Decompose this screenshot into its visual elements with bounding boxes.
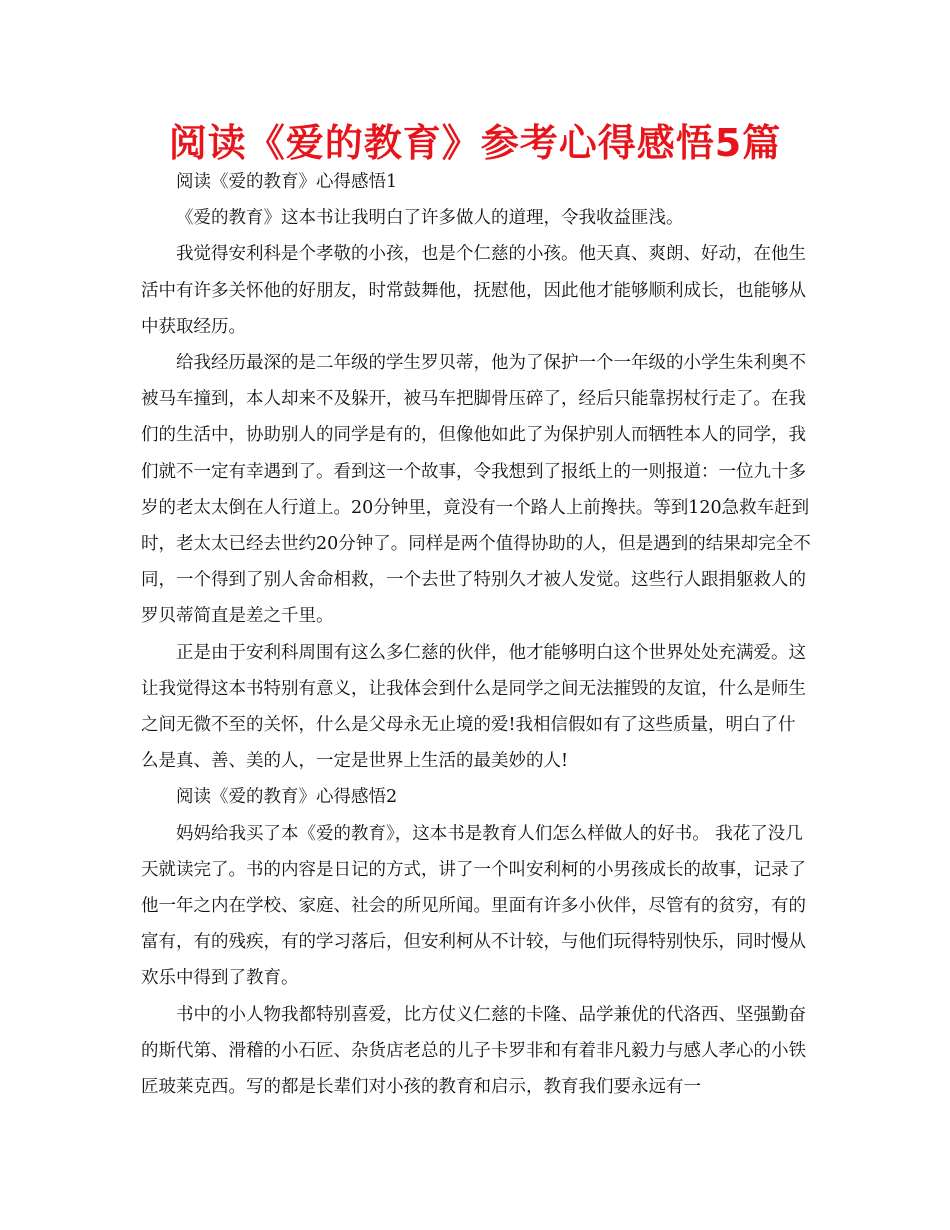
document-title: 阅读《爱的教育》参考心得感悟5篇 <box>168 121 782 165</box>
section-heading: 阅读《爱的教育》心得感悟1 <box>176 172 398 192</box>
paragraph: 《爱的教育》这本书让我明白了许多做人的道理，令我收益匪浅。 <box>176 208 684 229</box>
paragraph: 给我经历最深的是二年级的学生罗贝蒂，他为了保护一个一年级的小学生朱利奥不被马车撞到，本人却来不及躲开，被马车把脚骨压碎了，经后只能靠拐杖行走了。在我们的生活中，协助别人的同学是有的，但像他如此了为保护别人而牺牲本人的同学，我们就不一定有幸遇到了。看到这一个故事，令我想到了报纸上的一则报道：一位九十多岁的老太太倒在人行道上。20分钟里，竟没有一个路人上前搀扶。等到120急救车赶到时，老太太已经去世约20分钟了。同样是两个值得协助的人，但是遇到的结果却完全不同，一个得到了别人舍命相救，一个去世了特别久才被人发觉。这些行人跟捐躯救人的罗贝蒂简直是差之千里。 <box>141 353 811 627</box>
paragraph: 书中的小人物我都特别喜爱，比方仗义仁慈的卡隆、品学兼优的代洛西、坚强勤奋的斯代第、滑稽的小石匠、杂货店老总的儿子卡罗非和有着非凡毅力与感人孝心的小铁匠玻莱克西。写的都是长辈们对小孩的教育和启示，教育我们要永远有一 <box>141 1004 806 1098</box>
document-body <box>141 164 813 1105</box>
section-heading: 阅读《爱的教育》心得感悟2 <box>176 787 398 808</box>
paragraph: 妈妈给我买了本《爱的教育》，这本书是教育人们怎么样做人的好书。 我花了没几天就读完了。书的内容是日记的方式，讲了一个叫安利柯的小男孩成长的故事，记录了他一年之内在学校、家庭、社会的所见所闻。里面有许多小伙伴，尽管有的贫穷，有的富有，有的残疾，有的学习落后，但安利柯从不计较，与他们玩得特别快乐，同时慢从欢乐中得到了教育。 <box>141 823 806 989</box>
paragraph: 我觉得安利科是个孝敬的小孩，也是个仁慈的小孩。他天真、爽朗、好动，在他生活中有许多关怀他的好朋友，时常鼓舞他，抚慰他，因此他才能够顺利成长，也能够从中获取经历。 <box>141 244 806 337</box>
paragraph: 正是由于安利科周围有这么多仁慈的伙伴，他才能够明白这个世界处处充满爱。这让我觉得这本书特别有意义，让我体会到什么是同学之间无法摧毁的友谊，什么是师生之间无微不至的关怀，什么是父母永无止境的爱!我相信假如有了这些质量，明白了什么是真、善、美的人，一定是世界上生活的最美妙的人! <box>141 642 806 772</box>
